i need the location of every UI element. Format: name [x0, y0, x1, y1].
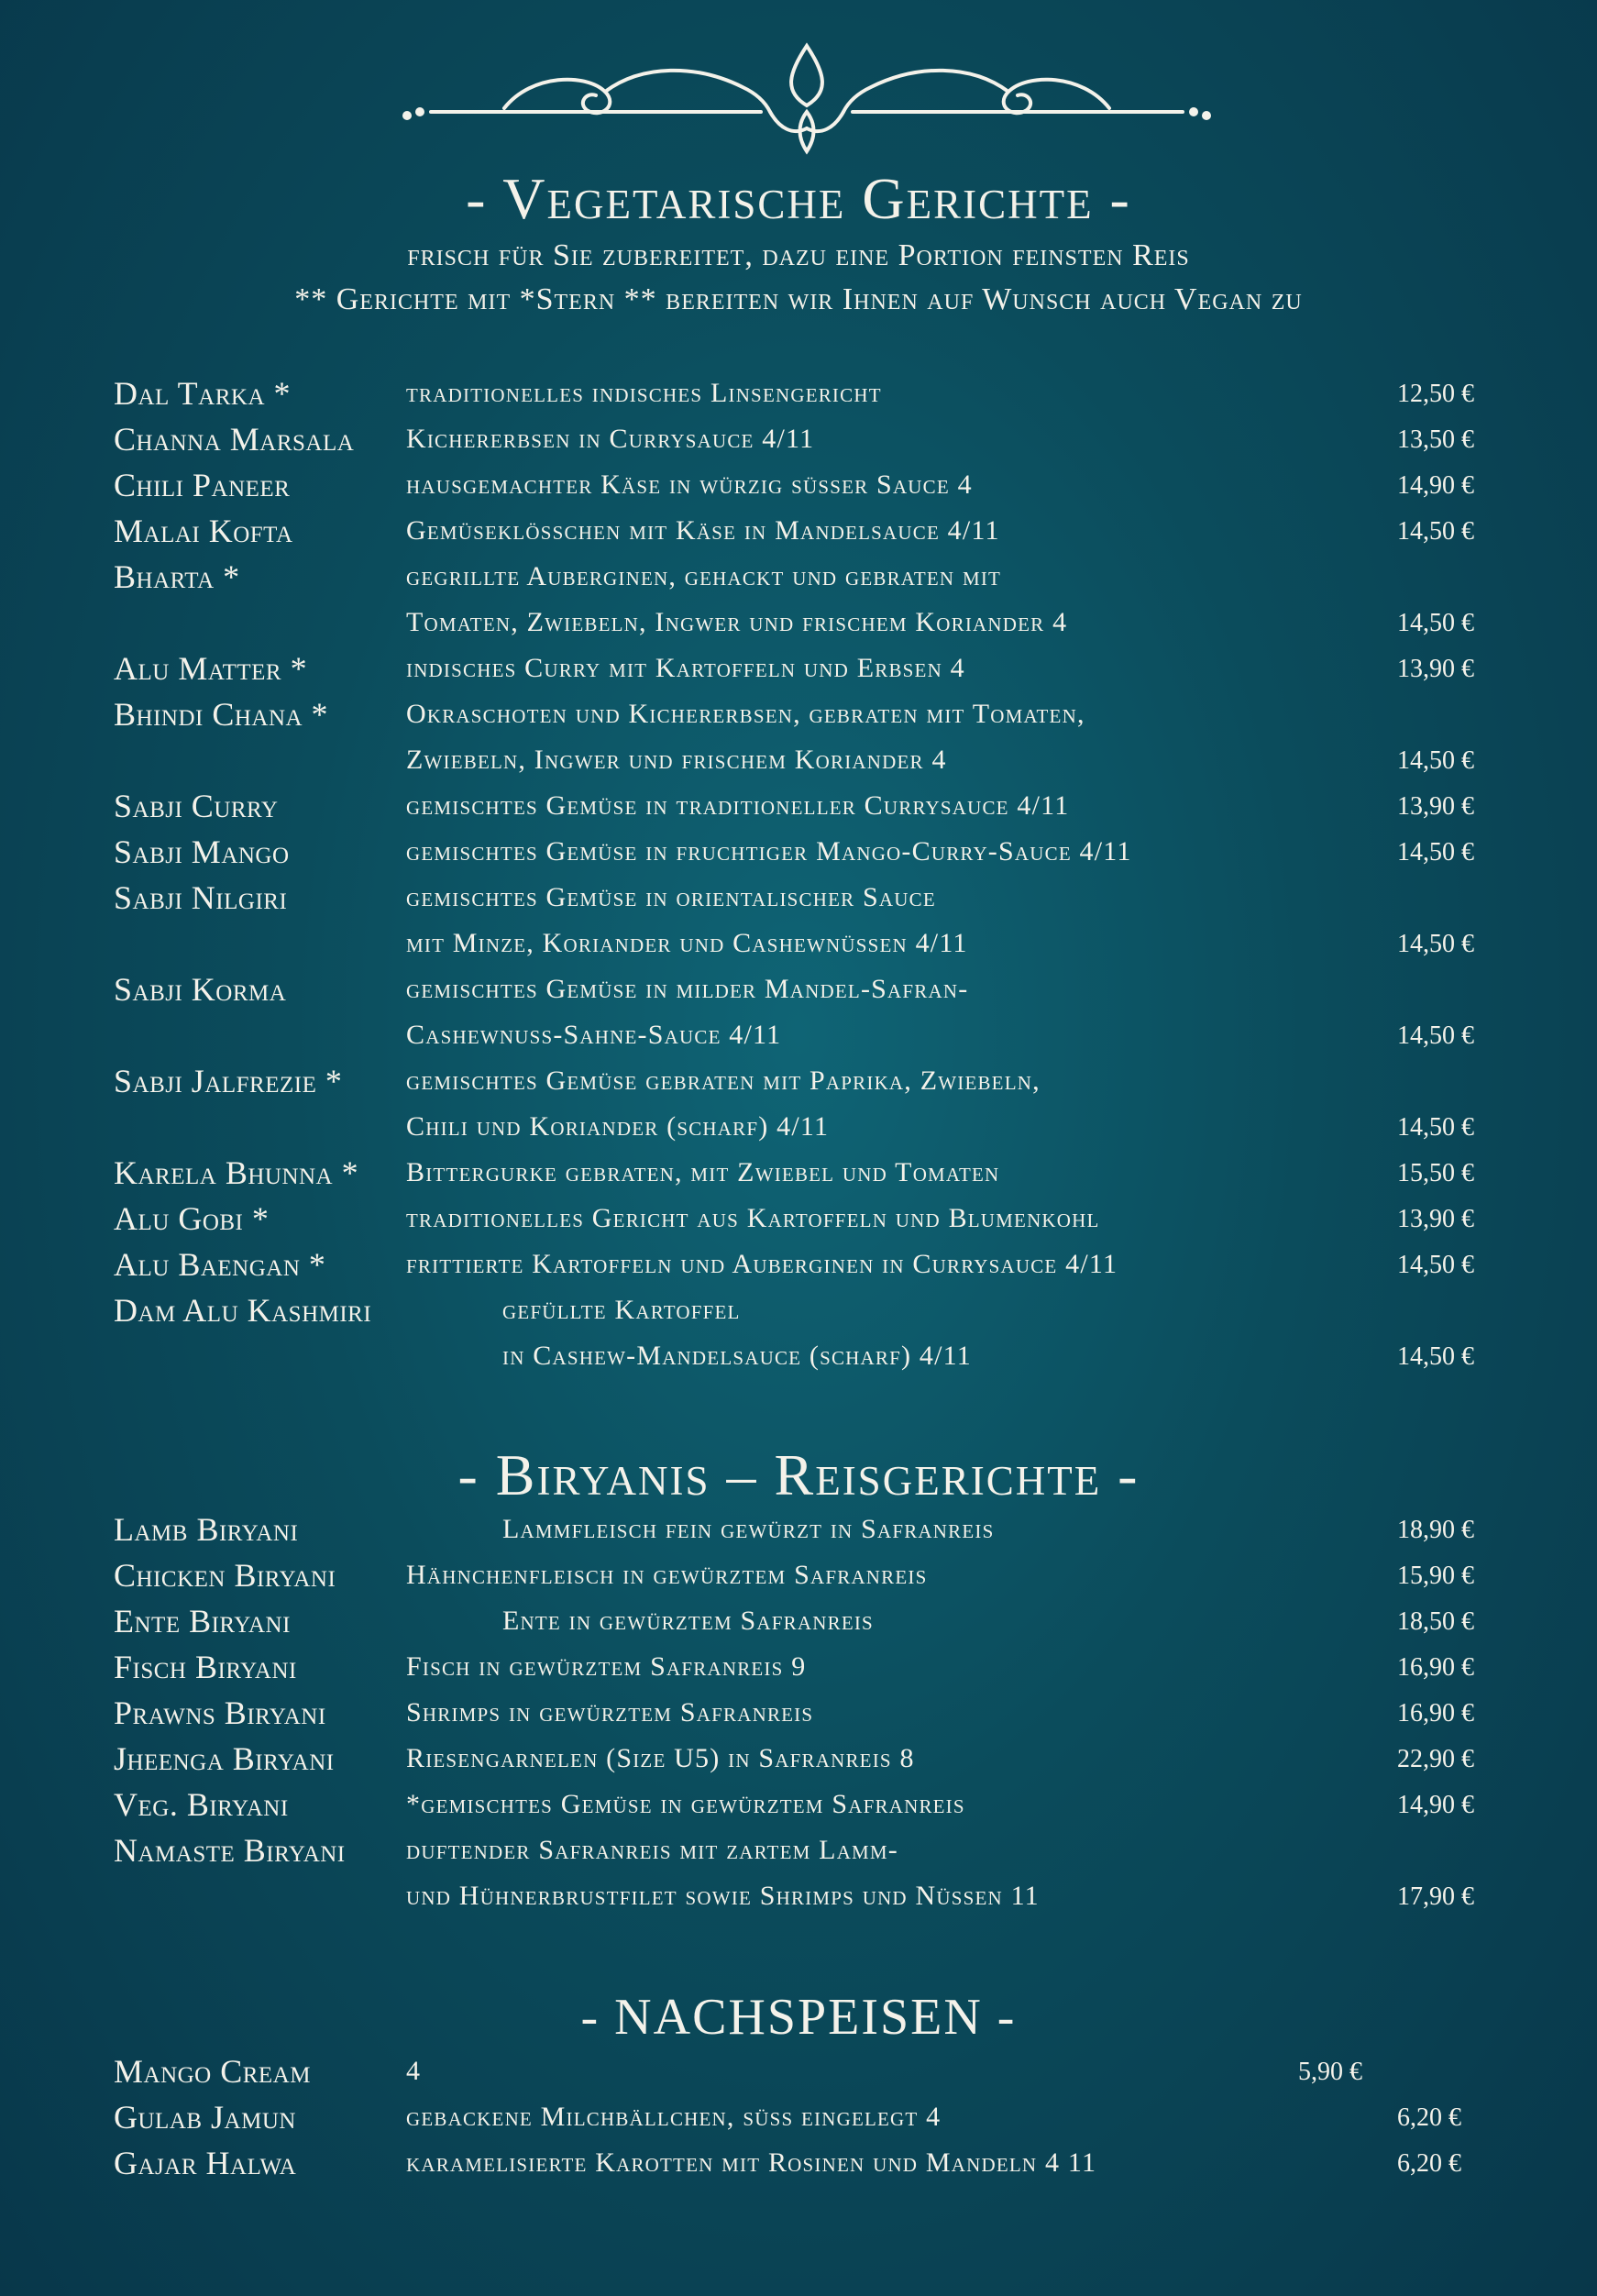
dish-price: 14,50 €: [1397, 838, 1474, 867]
dish-name: Namaste Biryani: [114, 1832, 346, 1869]
dish-description: Tomaten, Zwiebeln, Ingwer und frischem Koriander 4: [406, 607, 1068, 637]
dish-price: 22,90 €: [1397, 1745, 1474, 1773]
menu-item-row: [0, 603, 1597, 649]
menu-item-row: [0, 420, 1597, 466]
menu-item-row: [0, 695, 1597, 741]
dish-description: mit Minze, Koriander und Cashewnüssen 4/11: [406, 928, 968, 958]
menu-item-row: [0, 970, 1597, 1016]
dish-description: karamelisierte Karotten mit Rosinen und Mandeln 4 11: [406, 2147, 1097, 2178]
dish-description: frittierte Kartoffeln und Auberginen in Currysauce 4/11: [406, 1249, 1118, 1279]
dish-description: Riesengarnelen (Size U5) in Safranreis 8: [406, 1743, 915, 1773]
dish-price: 14,50 €: [1397, 1251, 1474, 1279]
dish-description: gemischtes Gemüse in traditioneller Currysauce 4/11: [406, 790, 1070, 821]
dish-name: Veg. Biryani: [114, 1786, 289, 1823]
dish-description: Fisch in gewürztem Safranreis 9: [406, 1651, 807, 1682]
dish-price: 14,50 €: [1397, 1021, 1474, 1050]
dish-name: Chicken Biryani: [114, 1557, 336, 1594]
vegan-note: ** Gerichte mit *Stern ** bereiten wir Ihnen auf Wunsch auch Vegan zu: [294, 282, 1303, 316]
dish-price: 14,50 €: [1397, 1113, 1474, 1142]
dish-description: Kichererbsen in Currysauce 4/11: [406, 424, 815, 454]
menu-item-row: [0, 1831, 1597, 1877]
menu-item-row: [0, 1877, 1597, 1923]
dish-description: gemischtes Gemüse in orientalischer Sauce: [406, 882, 936, 912]
dish-price: 14,90 €: [1397, 471, 1474, 500]
dish-price: 13,90 €: [1397, 1205, 1474, 1233]
menu-item-row: [0, 1199, 1597, 1245]
dish-name: Jheenga Biryani: [114, 1740, 335, 1777]
dish-price: 18,50 €: [1397, 1607, 1474, 1636]
dish-name: Chili Paneer: [114, 467, 291, 503]
dish-name: Sabji Mango: [114, 833, 290, 870]
dish-price: 13,90 €: [1397, 655, 1474, 683]
dish-name: Sabji Korma: [114, 971, 287, 1008]
menu-item-row: [0, 1154, 1597, 1199]
dish-name: Karela Bhunna *: [114, 1154, 359, 1191]
dish-description: 4: [406, 2056, 422, 2086]
dish-price: 14,50 €: [1397, 746, 1474, 775]
dish-description: Zwiebeln, Ingwer und frischem Koriander 4: [406, 745, 947, 775]
menu-item-row: [0, 1556, 1597, 1602]
dish-price: 16,90 €: [1397, 1699, 1474, 1728]
dish-description: gemischtes Gemüse gebraten mit Paprika, Zwiebeln,: [406, 1065, 1041, 1096]
dish-price: 15,90 €: [1397, 1562, 1474, 1590]
dish-name: Prawns Biryani: [114, 1694, 326, 1731]
dish-name: Alu Baengan *: [114, 1246, 326, 1283]
dish-price: 12,50 €: [1397, 380, 1474, 408]
dish-description: Gemüseklösschen mit Käse in Mandelsauce 4/11: [406, 515, 1000, 546]
dish-price: 18,90 €: [1397, 1516, 1474, 1544]
menu-item-row: [0, 512, 1597, 557]
menu-item-row: [0, 2052, 1597, 2098]
dish-description: *gemischtes Gemüse in gewürztem Safranreis: [406, 1789, 965, 1819]
menu-item-row: [0, 741, 1597, 787]
dish-name: Gajar Halwa: [114, 2145, 297, 2181]
menu-item-row: [0, 557, 1597, 603]
dish-name: Alu Gobi *: [114, 1200, 270, 1237]
dish-description: gefüllte Kartoffel: [502, 1295, 741, 1325]
dish-name: Sabji Jalfrezie *: [114, 1063, 343, 1099]
dish-price: 17,90 €: [1397, 1882, 1474, 1911]
menu-item-row: [0, 1739, 1597, 1785]
menu-item-row: [0, 1510, 1597, 1556]
dish-name: Sabji Curry: [114, 788, 279, 824]
menu-item-row: [0, 2098, 1597, 2144]
dish-name: Lamb Biryani: [114, 1511, 299, 1548]
dessert-section-title: - NACHSPEISEN -: [580, 1989, 1017, 2046]
dish-description: gegrillte Auberginen, gehackt und gebraten mit: [406, 561, 1002, 591]
dish-price: 14,50 €: [1397, 609, 1474, 637]
dish-description: und Hühnerbrustfilet sowie Shrimps und Nüssen 11: [406, 1881, 1040, 1911]
menu-item-row: [0, 1291, 1597, 1337]
menu-item-row: [0, 649, 1597, 695]
dish-name: Sabji Nilgiri: [114, 879, 288, 916]
dish-price: 6,20 €: [1397, 2149, 1461, 2178]
menu-item-row: [0, 466, 1597, 512]
dish-name: Malai Kofta: [114, 513, 293, 549]
dish-description: Bittergurke gebraten, mit Zwiebel und Tomaten: [406, 1157, 1000, 1187]
dish-description: gebackene Milchbällchen, süss eingelegt 4: [406, 2102, 942, 2132]
dish-description: duftender Safranreis mit zartem Lamm-: [406, 1835, 898, 1865]
dish-name: Channa Marsala: [114, 421, 355, 458]
dish-price: 14,50 €: [1397, 930, 1474, 958]
dish-description: Chili und Koriander (scharf) 4/11: [406, 1111, 830, 1142]
dish-price: 16,90 €: [1397, 1653, 1474, 1682]
dish-price: 14,50 €: [1397, 1342, 1474, 1371]
dish-description: traditionelles indisches Linsengericht: [406, 378, 882, 408]
menu-item-row: [0, 1337, 1597, 1383]
menu-item-row: [0, 787, 1597, 833]
dish-description: Ente in gewürztem Safranreis: [502, 1606, 874, 1636]
dish-name: Alu Matter *: [114, 650, 308, 687]
vegetarian-subtitle: frisch für Sie zubereitet, dazu eine Portion feinsten Reis: [407, 238, 1190, 272]
dish-price: 14,50 €: [1397, 517, 1474, 546]
dish-description: gemischtes Gemüse in fruchtiger Mango-Curry-Sauce 4/11: [406, 836, 1132, 867]
dish-name: Bhindi Chana *: [114, 696, 329, 733]
menu-item-row: [0, 1245, 1597, 1291]
menu-item-row: [0, 1108, 1597, 1154]
biryani-section-title: - Biryanis – Reisgerichte -: [457, 1442, 1140, 1507]
dish-description: Shrimps in gewürztem Safranreis: [406, 1697, 814, 1728]
dish-description: in Cashew-Mandelsauce (scharf) 4/11: [502, 1341, 972, 1371]
menu-item-row: [0, 2144, 1597, 2190]
menu-item-row: [0, 833, 1597, 878]
dish-description: Lammfleisch fein gewürzt in Safranreis: [502, 1514, 995, 1544]
dish-price: 15,50 €: [1397, 1159, 1474, 1187]
menu-item-row: [0, 878, 1597, 924]
dish-name: Ente Biryani: [114, 1603, 291, 1639]
dish-price: 13,50 €: [1397, 425, 1474, 454]
menu-item-row: [0, 1694, 1597, 1739]
dish-price: 5,90 €: [1298, 2058, 1362, 2086]
dish-name: Dam Alu Kashmiri: [114, 1292, 372, 1329]
dish-name: Gulab Jamun: [114, 2099, 296, 2136]
dish-description: indisches Curry mit Kartoffeln und Erbsen 4: [406, 653, 965, 683]
dish-price: 6,20 €: [1397, 2103, 1461, 2132]
dish-name: Dal Tarka *: [114, 375, 292, 412]
dish-description: traditionelles Gericht aus Kartoffeln und Blumenkohl: [406, 1203, 1100, 1233]
dish-price: 14,90 €: [1397, 1791, 1474, 1819]
decorative-ornament-icon: [394, 37, 1219, 165]
dish-price: 13,90 €: [1397, 792, 1474, 821]
menu-item-row: [0, 1016, 1597, 1062]
dish-name: Mango Cream: [114, 2053, 311, 2090]
vegetarian-section-title: - Vegetarische Gerichte -: [466, 166, 1131, 231]
dish-description: Okraschoten und Kichererbsen, gebraten mit Tomaten,: [406, 699, 1085, 729]
menu-item-row: [0, 1648, 1597, 1694]
menu-item-row: [0, 1785, 1597, 1831]
dish-description: hausgemachter Käse in würzig süsser Sauce 4: [406, 469, 973, 500]
menu-item-row: [0, 924, 1597, 970]
menu-item-row: [0, 1602, 1597, 1648]
menu-item-row: [0, 1062, 1597, 1108]
dish-description: gemischtes Gemüse in milder Mandel-Safran-: [406, 974, 969, 1004]
dish-name: Bharta *: [114, 558, 240, 595]
dish-description: Cashewnuss-Sahne-Sauce 4/11: [406, 1020, 782, 1050]
dish-description: Hähnchenfleisch in gewürztem Safranreis: [406, 1560, 928, 1590]
dish-name: Fisch Biryani: [114, 1649, 297, 1685]
menu-item-row: [0, 374, 1597, 420]
